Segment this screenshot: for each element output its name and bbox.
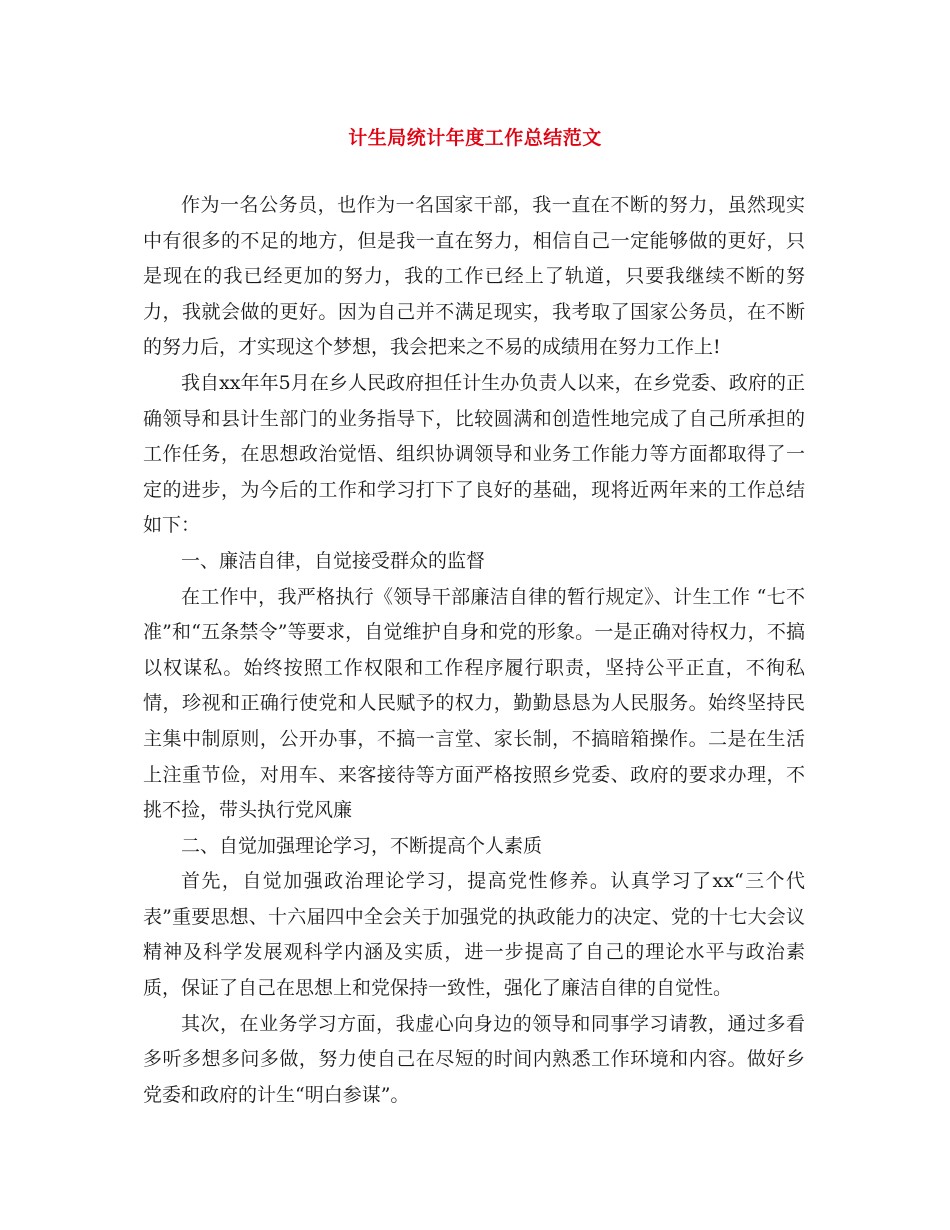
section-heading-1: 一、廉洁自律，自觉接受群众的监督 bbox=[181, 549, 486, 572]
paragraph-background: 我自xx年年5月在乡人民政府担任计生办负责人以来，在乡党委、政府的正确领导和县计生部门的业务指导下，比较圆满和创造性地完成了自己所承担的工作任务，在思想政治觉悟、组织协调领导和业务工作能力等方面都取得了一定的进步，为今后的工作和学习打下了良好的基础，现将近两年来的工作总结如下： bbox=[143, 371, 805, 537]
paragraph-theory-study: 首先，自觉加强政治理论学习，提高党性修养。认真学习了xx“三个代表”重要思想、十六届四中全会关于加强党的执政能力的决定、党的十七大会议精神及科学发展观科学内涵及实质，进一步提高了自己的理论水平与政治素质，保证了自己在思想上和党保持一致性，强化了廉洁自律的自觉性。 bbox=[143, 870, 805, 1000]
paragraph-integrity: 在工作中，我严格执行《领导干部廉洁自律的暂行规定》、计生工作 “七不准”和“五条禁令”等要求，自觉维护自身和党的形象。一是正确对待权力，不搞以权谋私。始终按照工作权限和工作程序履行职责，坚持公平正直，不徇私情，珍视和正确行使党和人民赋予的权力，勤勤恳恳为人民服务。始终坚持民主集中制原则，公开办事，不搞一言堂、家长制，不搞暗箱操作。二是在生活上注重节俭，对用车、来客接待等方面严格按照乡党委、政府的要求办理，不挑不捡，带头执行党风廉 bbox=[143, 585, 805, 822]
document-body bbox=[143, 188, 805, 1113]
paragraph-business-study: 其次，在业务学习方面，我虚心向身边的领导和同事学习请教，通过多看多听多想多问多做，努力使自己在尽短的时间内熟悉工作环境和内容。做好乡党委和政府的计生“明白参谋”。 bbox=[143, 1012, 805, 1106]
section-heading-2: 二、自觉加强理论学习，不断提高个人素质 bbox=[181, 834, 543, 857]
document-title: 计生局统计年度工作总结范文 bbox=[348, 127, 602, 149]
paragraph-intro: 作为一名公务员，也作为一名国家干部，我一直在不断的努力，虽然现实中有很多的不足的地方，但是我一直在努力，相信自己一定能够做的更好，只是现在的我已经更加的努力，我的工作已经上了轨道，只要我继续不断的努力，我就会做的更好。因为自己并不满足现实，我考取了国家公务员，在不断的努力后，才实现这个梦想，我会把来之不易的成绩用在努力工作上! bbox=[143, 194, 805, 359]
